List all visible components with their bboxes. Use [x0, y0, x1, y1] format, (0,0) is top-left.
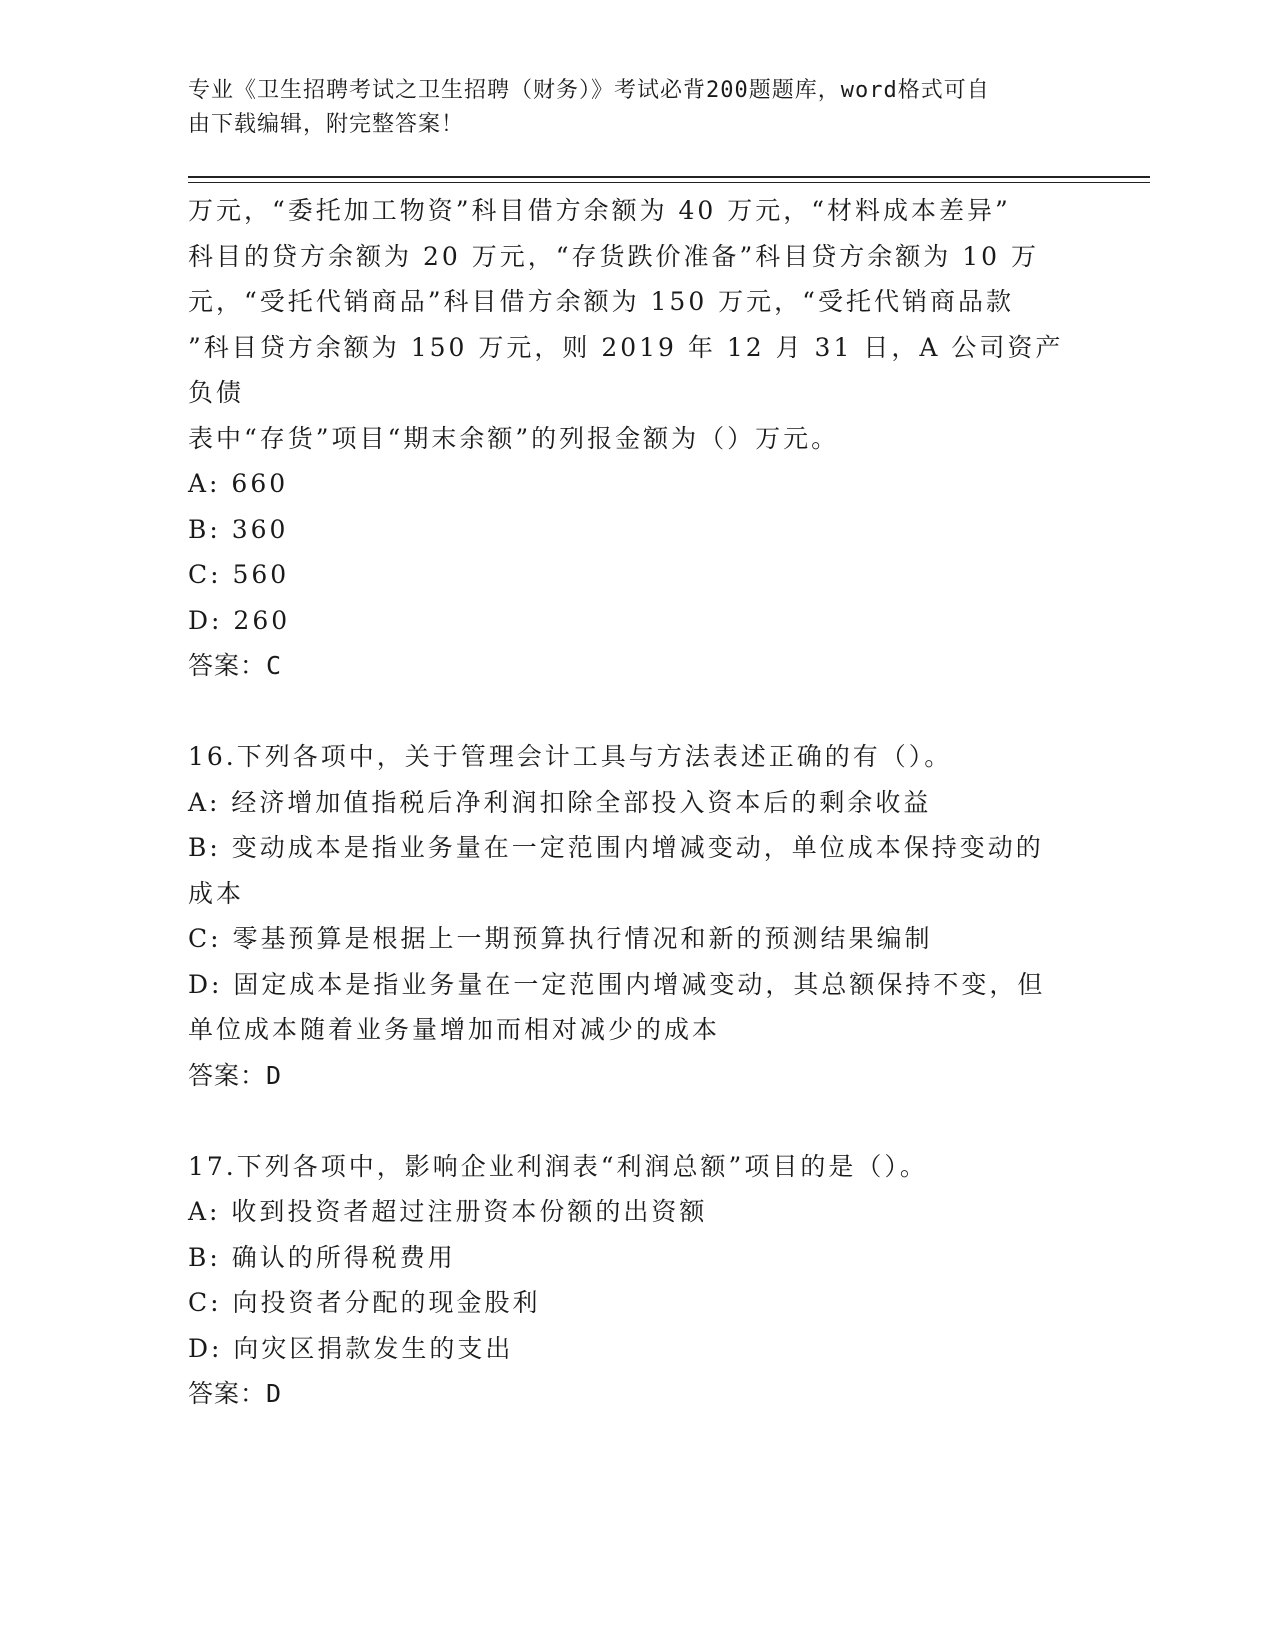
question-16	[188, 734, 1078, 1098]
header-divider-thin	[188, 182, 1150, 183]
option-b-continued: 成本	[188, 878, 245, 908]
header-divider-thick	[188, 176, 1150, 178]
question-text-line: 元，“受托代销商品”科目借方余额为 150 万元，“受托代销商品款	[188, 287, 1014, 316]
spacer	[188, 1098, 1078, 1144]
question-text: 17.下列各项中，影响企业利润表“利润总额”项目的是（）。	[188, 1151, 928, 1181]
document-body	[188, 188, 1078, 1417]
header-line-2: 由下载编辑，附完整答案！	[188, 112, 465, 137]
option-a: A: 经济增加值指税后净利润扣除全部投入资本后的剩余收益	[188, 787, 932, 817]
answer: 答案：C	[188, 651, 283, 680]
question-text-line: 科目的贷方余额为 20 万元，“存货跌价准备”科目贷方余额为 10 万	[188, 241, 1039, 271]
option-c: C: 560	[188, 560, 290, 589]
answer: 答案：D	[188, 1379, 283, 1408]
option-d: D: 固定成本是指业务量在一定范围内增减变动，其总额保持不变，但	[188, 969, 1046, 999]
option-a: A: 660	[188, 469, 289, 498]
page-header	[188, 74, 1068, 142]
question-text-line: ”科目贷方余额为 150 万元，则 2019 年 12 月 31 日，A 公司资产负债	[188, 332, 1064, 407]
question-17	[188, 1144, 1078, 1417]
spacer	[188, 689, 1078, 735]
option-d: D: 向灾区捐款发生的支出	[188, 1333, 514, 1363]
question-text-line: 万元，“委托加工物资”科目借方余额为 40 万元，“材料成本差异”	[188, 196, 1011, 225]
option-b: B: 变动成本是指业务量在一定范围内增减变动，单位成本保持变动的	[188, 833, 1044, 862]
option-d-continued: 单位成本随着业务量增加而相对减少的成本	[188, 1015, 721, 1044]
option-b: B: 确认的所得税费用	[188, 1242, 456, 1272]
option-c: C: 向投资者分配的现金股利	[188, 1288, 541, 1317]
option-c: C: 零基预算是根据上一期预算执行情况和新的预测结果编制	[188, 924, 933, 953]
option-b: B: 360	[188, 514, 289, 544]
question-15-continuation	[188, 188, 1078, 689]
option-d: D: 260	[188, 605, 291, 635]
answer: 答案：D	[188, 1060, 283, 1090]
question-text: 16.下列各项中，关于管理会计工具与方法表述正确的有（）。	[188, 742, 953, 771]
question-text-line: 表中“存货”项目“期末余额”的列报金额为（）万元。	[188, 423, 840, 453]
option-a: A: 收到投资者超过注册资本份额的出资额	[188, 1197, 708, 1226]
header-line-1: 专业《卫生招聘考试之卫生招聘（财务）》考试必背200题题库，word格式可自	[188, 78, 990, 103]
